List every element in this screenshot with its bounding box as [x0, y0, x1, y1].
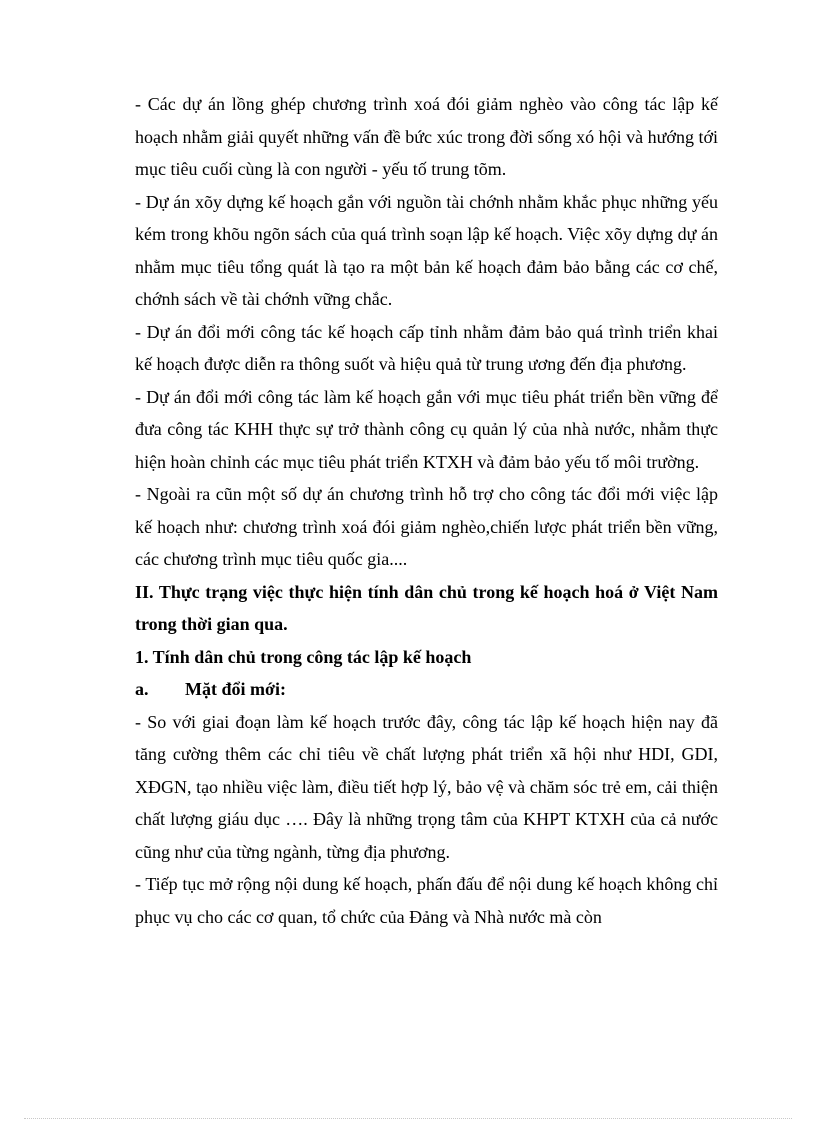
sub-item-heading: [135, 673, 718, 706]
sub-item-title: Mặt đổi mới:: [185, 679, 286, 699]
paragraph: - Dự án đổi mới công tác kế hoạch cấp tỉnh nhằm đảm bảo quá trình triển khai kế hoạch được diễn ra thông suốt và hiệu quả từ trung ương đến địa phương.: [135, 321, 718, 374]
document-page: [135, 88, 718, 933]
paragraph: - Tiếp tục mở rộng nội dung kế hoạch, phấn đấu để nội dung kế hoạch không chỉ phục vụ cho các cơ quan, tổ chức của Đảng và Nhà nước mà còn: [135, 874, 718, 927]
paragraph: - Ngoài ra cũn một số dự án chương trình hỗ trợ cho công tác đổi mới việc lập kế hoạch như: chương trình xoá đói giảm nghèo,chiến lược phát triển bền vững, các chương trình mục tiêu quốc gia....: [135, 484, 718, 569]
subsection-heading: 1. Tính dân chủ trong công tác lập kế hoạch: [135, 646, 472, 667]
paragraph: - Dự án xõy dựng kế hoạch gắn với nguồn tài chớnh nhằm khắc phục những yếu kém trong khõu ngõn sách của quá trình soạn lập kế hoạch. Việc xõy dựng dự án nhằm mục tiêu tổng quát là tạo ra một bản kế hoạch đảm bảo bằng các cơ chế, chớnh sách về tài chớnh vững chắc.: [135, 191, 718, 309]
paragraph: - Các dự án lồng ghép chương trình xoá đói giảm nghèo vào công tác lập kế hoạch nhằm giải quyết những vấn đề bức xúc trong đời sống xó hội và hướng tới mục tiêu cuối cùng là con người - yếu tố trung tõm.: [135, 94, 718, 179]
paragraph: - Dự án đổi mới công tác làm kế hoạch gắn với mục tiêu phát triển bền vững để đưa công tác KHH thực sự trở thành công cụ quản lý của nhà nước, nhằm thực hiện hoàn chỉnh các mục tiêu phát triển KTXH và đảm bảo yếu tố môi trường.: [135, 386, 718, 472]
paragraph: - So với giai đoạn làm kế hoạch trước đây, công tác lập kế hoạch hiện nay đã tăng cường thêm các chỉ tiêu về chất lượng phát triển xã hội như HDI, GDI, XĐGN, tạo nhiều việc làm, điều tiết hợp lý, bảo vệ và chăm sóc trẻ em, cải thiện chất lượng giáu dục …. Đây là những trọng tâm của KHPT KTXH của cả nước cũng như của từng ngành, từng địa phương.: [135, 711, 718, 862]
page-bottom-divider: [24, 1118, 792, 1119]
sub-item-letter: a.: [135, 679, 149, 699]
section-heading: II. Thực trạng việc thực hiện tính dân chủ trong kế hoạch hoá ở Việt Nam trong thời gian qua.: [135, 581, 718, 634]
